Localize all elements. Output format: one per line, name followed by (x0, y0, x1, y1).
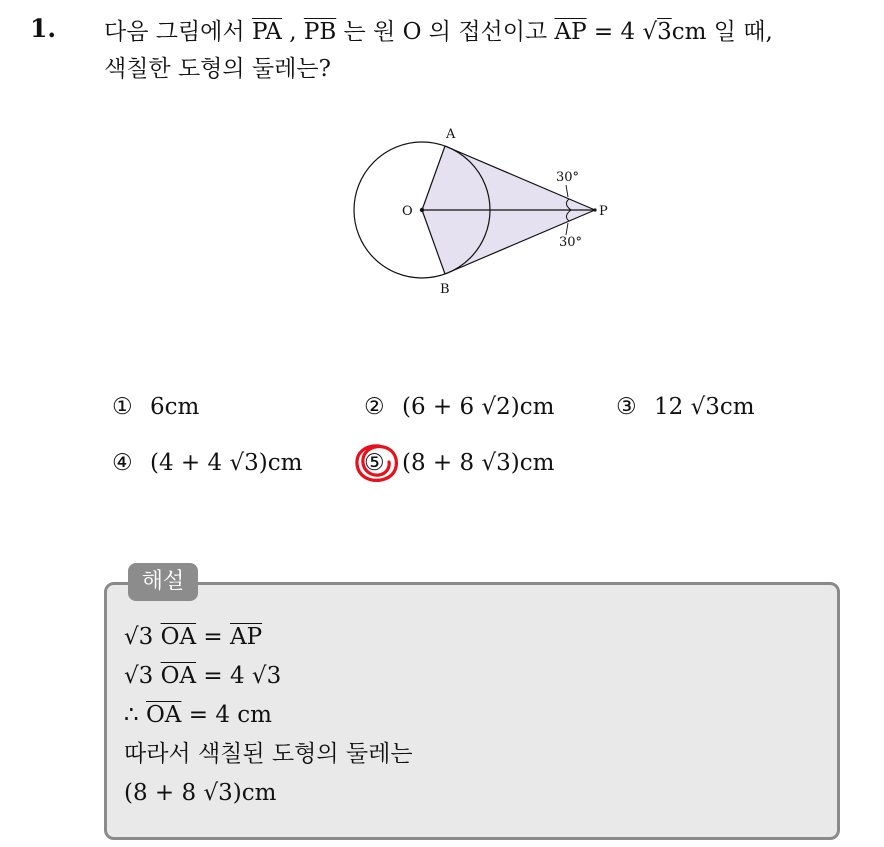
solution-text: √3 (124, 663, 161, 689)
question-text (104, 14, 874, 88)
label-a: A (446, 127, 456, 142)
solution-text: = (196, 624, 230, 650)
choice-2-text: (6 + 6 √2)cm (402, 394, 555, 420)
point-o (420, 208, 424, 212)
choice-2[interactable] (364, 390, 554, 424)
solution-text: = 4 √3 (196, 663, 282, 689)
solution-lines (124, 618, 413, 813)
sqrt-symbol: √ (642, 19, 658, 45)
choice-3[interactable] (616, 390, 755, 424)
choice-1-text: 6cm (150, 394, 200, 420)
label-o: O (402, 204, 413, 219)
question-text-part: cm 일 때, (671, 19, 773, 45)
choice-3-mark: ③ (616, 394, 637, 420)
choice-1-mark: ① (112, 394, 133, 420)
point-p (593, 208, 596, 211)
solution-text: √3 (124, 624, 161, 650)
choice-5-mark: ⑤ (364, 450, 385, 476)
segment-oa-text: $\overline{OA}$ (145, 702, 182, 728)
solution-text: = 4 cm (181, 702, 272, 728)
label-b: B (440, 282, 450, 297)
choice-4-text: (4 + 4 √3)cm (150, 450, 303, 476)
question-text-part: = 4 (586, 19, 643, 45)
segment-oa-text: $\overline{OA}$ (160, 624, 197, 650)
segment-pb: $\overline{PB}$ (303, 19, 337, 45)
solution-line-4: 따라서 색칠된 도형의 둘레는 (124, 741, 413, 767)
angle-label-top: 30° (556, 170, 580, 185)
solution-line-1 (124, 618, 413, 657)
sqrt-three (642, 14, 671, 51)
segment-pa: $\overline{PA}$ (251, 19, 282, 45)
choice-2-mark: ② (364, 394, 385, 420)
segment-oa-text: $\overline{OA}$ (160, 663, 197, 689)
question-line-1 (104, 14, 874, 51)
question-text-part: 다음 그림에서 (104, 19, 252, 45)
question-text-part: 는 원 O 의 접선이고 (336, 19, 555, 45)
angle-label-bottom: 30° (559, 235, 583, 250)
solution-text: ∴ (124, 702, 146, 728)
tangent-circle-figure (345, 122, 625, 302)
solution-line-5: (8 + 8 √3)cm (124, 780, 277, 806)
question-text-part: , (281, 19, 304, 45)
choice-4-mark: ④ (112, 450, 133, 476)
choice-1[interactable] (112, 390, 199, 424)
choice-5-text: (8 + 8 √3)cm (402, 450, 555, 476)
solution-line-2 (124, 657, 413, 696)
choice-3-text: 12 √3cm (654, 394, 755, 420)
question-number: 1. (30, 14, 57, 43)
segment-ap: $\overline{AP}$ (554, 19, 587, 45)
answer-circle-mark (352, 440, 402, 486)
solution-line-3 (124, 696, 413, 735)
question-line-2: 색칠한 도형의 둘레는? (104, 56, 331, 82)
angle-pointer-bottom (566, 223, 568, 235)
angle-pointer-top (566, 185, 568, 197)
solution-label: 해설 (128, 563, 198, 601)
sqrt-radicand: 3 (657, 19, 672, 45)
choice-4[interactable] (112, 446, 302, 480)
segment-ap-text: $\overline{AP}$ (229, 624, 263, 650)
label-p: P (599, 204, 608, 219)
